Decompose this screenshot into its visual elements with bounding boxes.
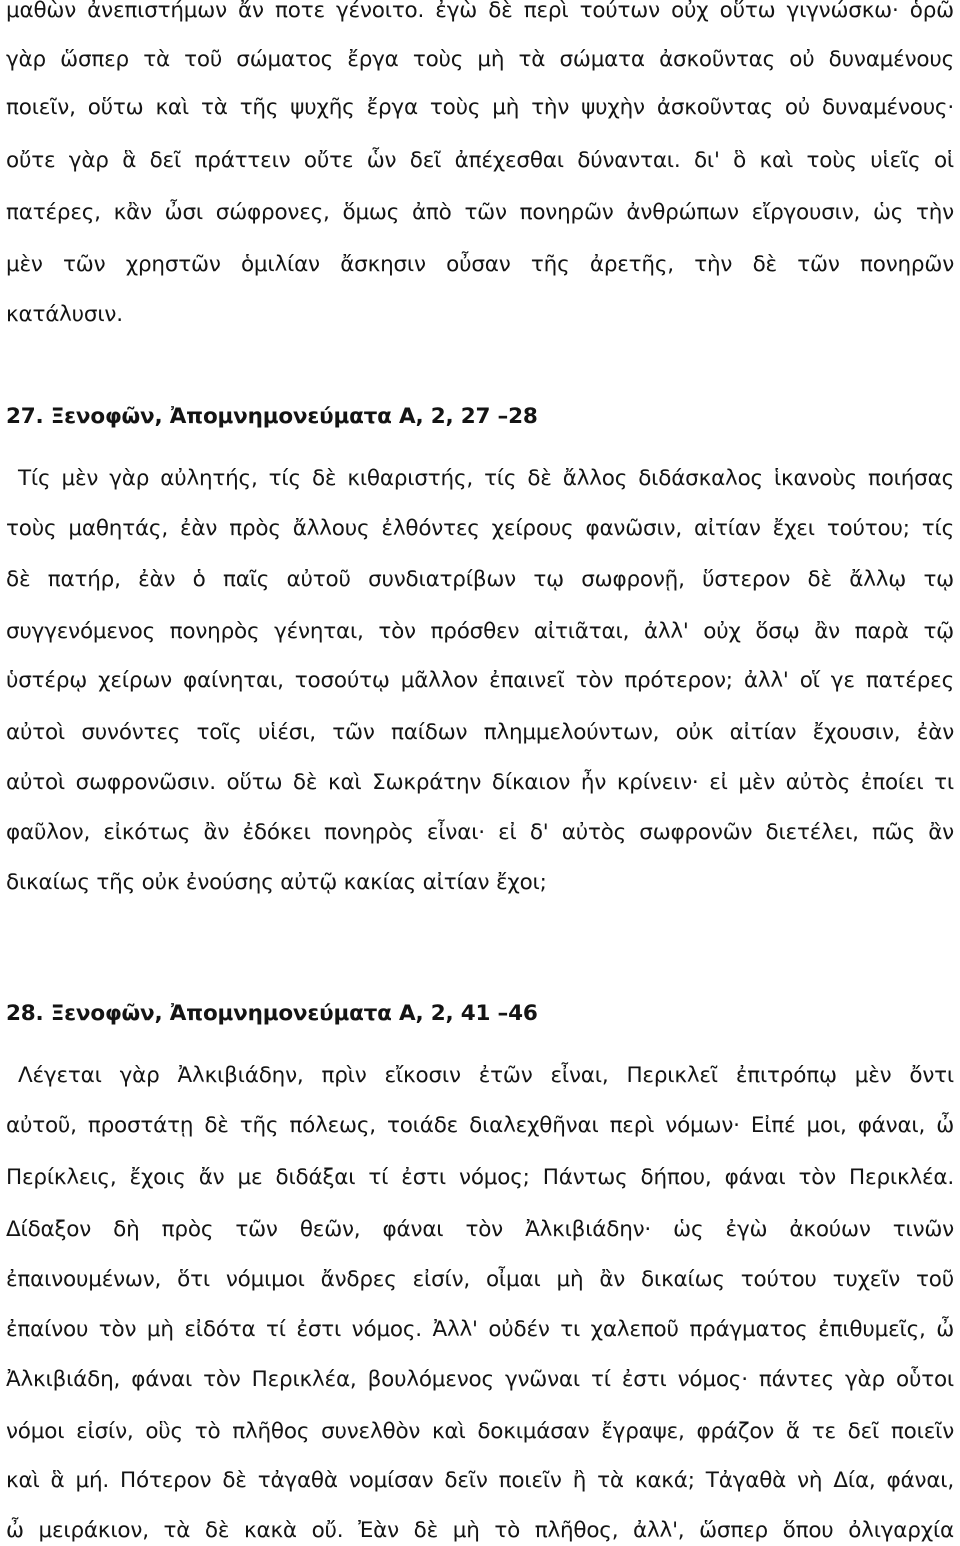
section-27-text-line: δὲ πατήρ, ἐὰν ὁ παῖς αὐτοῦ συνδιατρίβων τῳ σωφρονῇ, ὕστερον δὲ ἄλλῳ τῳ — [6, 567, 954, 592]
section-28-text-line: Δίδαξον δὴ πρὸς τῶν θεῶν, φάναι τὸν Ἀλκιβιάδην· ὡς ἐγὼ ἀκούων τινῶν — [6, 1217, 954, 1242]
prev-text-line: πατέρες, κἂν ὦσι σώφρονες, ὅμως ἀπὸ τῶν πονηρῶν ἀνθρώπων εἴργουσιν, ὡς τὴν — [6, 200, 954, 225]
section-28-text-line: καὶ ἃ μή. Πότερον δὲ τἀγαθὰ νομίσαν δεῖν ποιεῖν ἢ τὰ κακά; Τἀγαθὰ νὴ Δία, φάναι, — [6, 1468, 954, 1493]
section-27-text-line: συγγενόμενος πονηρὸς γένηται, τὸν πρόσθεν αἰτιᾶται, ἀλλ' οὐχ ὅσῳ ἂν παρὰ τῷ — [6, 619, 954, 644]
section-28-text-line: ὦ μειράκιον, τὰ δὲ κακὰ οὔ. Ἐὰν δὲ μὴ τὸ πλῆθος, ἀλλ', ὥσπερ ὅπου ὀλιγαρχία — [6, 1518, 954, 1543]
section-27-text-line: Τίς μὲν γὰρ αὐλητής, τίς δὲ κιθαριστής, τίς δὲ ἄλλος διδάσκαλος ἱκανοὺς ποιήσας — [18, 466, 954, 491]
section-28-text-line: Λέγεται γὰρ Ἀλκιβιάδην, πρὶν εἴκοσιν ἐτῶν εἶναι, Περικλεῖ ἐπιτρόπῳ μὲν ὄντι — [18, 1063, 954, 1088]
section-27-text-line: τοὺς μαθητάς, ἐὰν πρὸς ἄλλους ἐλθόντες χείρους φανῶσιν, αἰτίαν ἔχει τούτου; τίς — [6, 516, 954, 541]
section-28-text-line: Περίκλεις, ἔχοις ἄν με διδάξαι τί ἐστι νόμος; Πάντως δήπου, φάναι τὸν Περικλέα. — [6, 1165, 954, 1190]
section-heading-27: 27. Ξενοφῶν, Ἀπομνημονεύματα Α, 2, 27 –28 — [6, 404, 538, 429]
prev-text-line: μαθὼν ἀνεπιστήμων ἄν ποτε γένοιτο. ἐγὼ δὲ περὶ τούτων οὐχ οὕτω γιγνώσκω· ὁρῶ — [6, 0, 954, 23]
section-28-text-line: ἐπαίνου τὸν μὴ εἰδότα τί ἐστι νόμος. Ἀλλ' οὐδέν τι χαλεποῦ πράγματος ἐπιθυμεῖς, ὦ — [6, 1317, 954, 1342]
prev-text-line: μὲν τῶν χρηστῶν ὁμιλίαν ἄσκησιν οὖσαν τῆς ἀρετῆς, τὴν δὲ τῶν πονηρῶν — [6, 252, 954, 277]
section-27-text-line: αὐτοὶ συνόντες τοῖς υἱέσι, τῶν παίδων πλημμελούντων, οὐκ αἰτίαν ἔχουσιν, ἐὰν — [6, 720, 954, 745]
section-heading-28: 28. Ξενοφῶν, Ἀπομνημονεύματα Α, 2, 41 –46 — [6, 1001, 538, 1026]
prev-text-line: οὔτε γὰρ ἃ δεῖ πράττειν οὔτε ὧν δεῖ ἀπέχεσθαι δύνανται. δι' ὃ καὶ τοὺς υἱεῖς οἱ — [6, 148, 954, 173]
section-28-text-line: νόμοι εἰσίν, οὓς τὸ πλῆθος συνελθὸν καὶ δοκιμάσαν ἔγραψε, φράζον ἅ τε δεῖ ποιεῖν — [6, 1419, 954, 1444]
prev-text-line: κατάλυσιν. — [6, 302, 123, 327]
prev-text-line: γὰρ ὥσπερ τὰ τοῦ σώματος ἔργα τοὺς μὴ τὰ σώματα ἀσκοῦντας οὐ δυναμένους — [6, 47, 954, 72]
prev-text-line: ποιεῖν, οὕτω καὶ τὰ τῆς ψυχῆς ἔργα τοὺς μὴ τὴν ψυχὴν ἀσκοῦντας οὐ δυναμένους· — [6, 95, 954, 120]
section-27-text-line: αὐτοὶ σωφρονῶσιν. οὕτω δὲ καὶ Σωκράτην δίκαιον ἦν κρίνειν· εἰ μὲν αὐτὸς ἐποίει τι — [6, 770, 954, 795]
section-28-text-line: ἐπαινουμένων, ὅτι νόμιμοι ἄνδρες εἰσίν, οἶμαι μὴ ἂν δικαίως τούτου τυχεῖν τοῦ — [6, 1267, 954, 1292]
section-27-text-line: φαῦλον, εἰκότως ἂν ἐδόκει πονηρὸς εἶναι· εἰ δ' αὐτὸς σωφρονῶν διετέλει, πῶς ἂν — [6, 820, 954, 845]
section-28-text-line: Ἀλκιβιάδη, φάναι τὸν Περικλέα, βουλόμενος γνῶναι τί ἐστι νόμος· πάντες γὰρ οὗτοι — [6, 1367, 954, 1392]
section-28-text-line: αὐτοῦ, προστάτῃ δὲ τῆς πόλεως, τοιάδε διαλεχθῆναι περὶ νόμων· Εἰπέ μοι, φάναι, ὦ — [6, 1113, 954, 1138]
section-27-text-line: δικαίως τῆς οὐκ ἐνούσης αὐτῷ κακίας αἰτίαν ἔχοι; — [6, 870, 547, 895]
section-27-text-line: ὑστέρῳ χείρων φαίνηται, τοσούτῳ μᾶλλον ἐπαινεῖ τὸν πρότερον; ἀλλ' οἵ γε πατέρες — [6, 668, 954, 693]
